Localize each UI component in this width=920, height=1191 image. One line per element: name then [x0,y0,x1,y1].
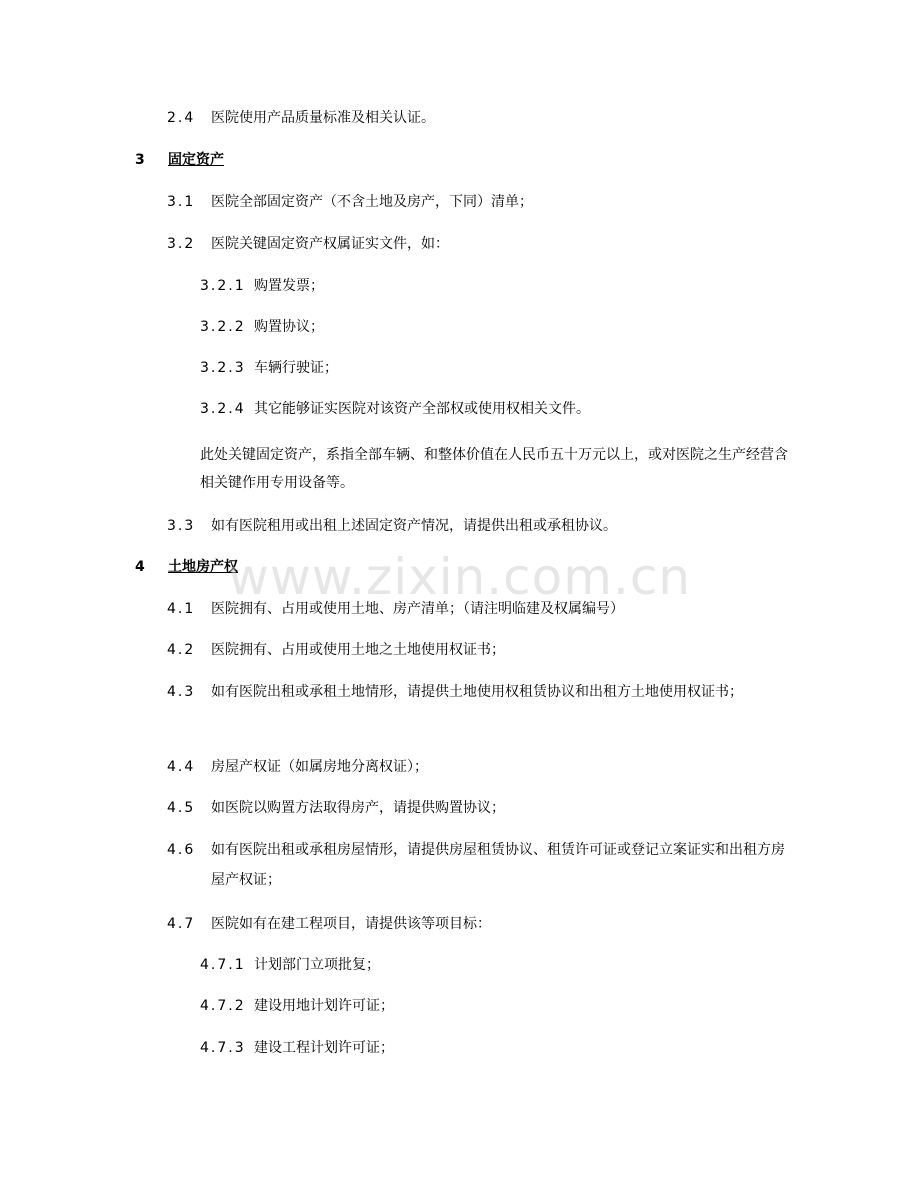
item-text: 医院如有在建工程项目，请提供该等项目标： [211,916,491,932]
item-text: 建设用地计划许可证； [254,998,394,1014]
item-text: 如有医院租用或出租上述固定资产情况，请提供出租或承租协议。 [211,518,617,534]
item-number: 4.1 [167,601,196,617]
item-number: 4.7 [167,916,196,932]
item-text: 房屋产权证（如属房地分离权证）； [211,759,428,775]
item-4-6 [0,840,920,896]
item-text: 如医院以购置方法取得房产，请提供购置协议； [211,800,505,816]
item-number: 4.2 [167,642,196,658]
section-number: 4 [135,559,145,575]
item-text: 如有医院出租或承租房屋情形，请提供房屋租赁协议、租赁许可证或登记立案证实和出租方房屋产权证； [211,842,785,888]
item-text: 医院关键固定资产权属证实文件，如： [211,236,449,252]
item-text: 建设工程计划许可证； [254,1040,394,1056]
item-number: 4.7.2 [200,998,246,1014]
watermark: www.zixin.com.cn [228,548,692,606]
item-number: 4.5 [167,800,196,816]
item-text: 其它能够证实医院对该资产全部权或使用权相关文件。 [254,401,590,417]
item-text: 医院全部固定资产（不含土地及房产，下同）清单； [211,194,533,210]
item-number: 2.4 [167,110,196,126]
item-4-3 [0,682,920,738]
item-number: 4.7.3 [200,1040,246,1056]
item-number: 4.7.1 [200,957,246,973]
section-title: 土地房产权 [168,559,238,575]
item-number: 3.2.1 [200,278,246,294]
item-number: 3.2 [167,236,196,252]
item-text: 医院拥有、占用或使用土地、房产清单；（请注明临建及权属编号） [211,601,624,617]
item-number: 4.3 [167,684,196,700]
item-text: 购置协议； [254,319,324,335]
section-number: 3 [135,152,145,168]
item-number: 3.1 [167,194,196,210]
note-paragraph: 此处关键固定资产，系指全部车辆、和整体价值在人民币五十万元以上，或对医院之生产经营含相关键作用专用设备等。 [200,447,788,491]
item-number: 4.6 [167,842,196,858]
item-text: 如有医院出租或承租土地情形，请提供土地使用权租赁协议和出租方土地使用权证书； [211,684,743,700]
item-text: 医院拥有、占用或使用土地之土地使用权证书； [211,642,505,658]
item-number: 3.2.3 [200,360,246,376]
item-number: 3.3 [167,518,196,534]
item-text: 计划部门立项批复； [254,957,380,973]
item-text: 购置发票； [254,278,324,294]
section-title: 固定资产 [168,152,224,168]
item-number: 4.4 [167,759,196,775]
item-text: 车辆行驶证； [254,360,338,376]
item-text: 医院使用产品质量标准及相关认证。 [211,110,435,126]
item-number: 3.2.2 [200,319,246,335]
item-number: 3.2.4 [200,401,246,417]
